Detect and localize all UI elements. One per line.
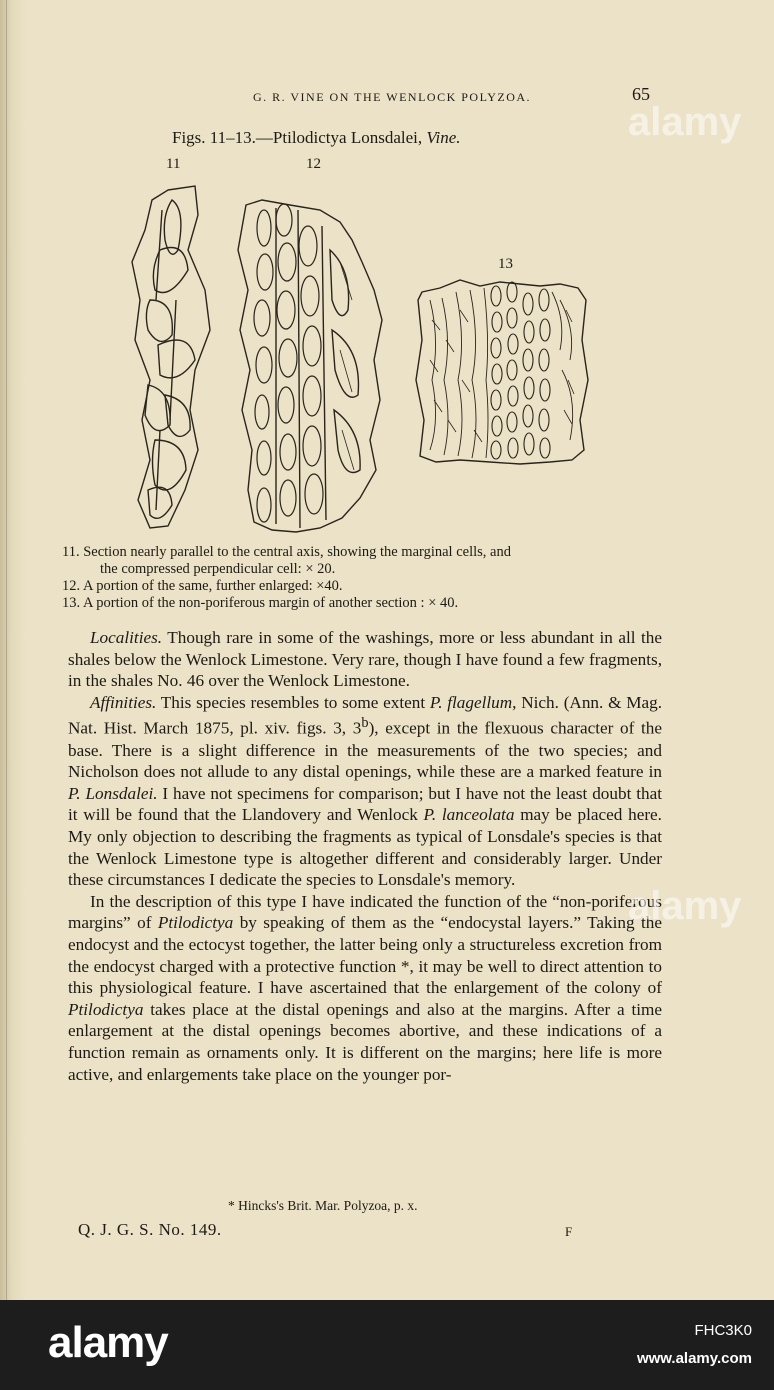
affinities-text-4: I have not specimens for comparison; but I have not the least doubt that it will be found that the Llandovery and Wenlock — [68, 783, 662, 825]
figure-label-13: 13 — [498, 256, 513, 272]
localities-heading: Localities. — [90, 628, 163, 647]
paragraph-localities — [68, 627, 662, 692]
figure-12-drawing — [238, 200, 382, 532]
figure-legend — [62, 544, 672, 612]
species-flagellum: P. flagellum — [429, 692, 513, 712]
genus-ptilodictya-1: Ptilodictya — [157, 913, 234, 933]
affinities-text-2: , Nich. (Ann. & Mag. Nat. Hist. March 1875, pl. xiv. figs. 3, 3 — [68, 692, 662, 739]
body-text — [68, 627, 662, 1085]
description-text-1: In the description of this type I have indicated the function of the “non-poriferous margins” of — [68, 891, 662, 933]
legend-item-11: 11. Section nearly parallel to the central axis, showing the marginal cells, and — [62, 544, 511, 560]
figure-label-11: 11 — [166, 156, 181, 172]
legend-item-13: 13. A portion of the non-poriferous margin of another section : × 40. — [62, 595, 459, 611]
figure-caption-text: Figs. 11–13.—Ptilodictya Lonsdalei, — [172, 128, 427, 147]
footnote: * Hincks's Brit. Mar. Polyzoa, p. x. — [228, 1198, 418, 1213]
alamy-logo: alamy — [48, 1318, 168, 1367]
species-lonsdalei: P. Lonsdalei. — [68, 783, 158, 803]
affinities-text-3: ), except in the flexuous character of the base. There is a slight difference in the measurements of the two species; and Nicholson does not allude to any distal openings, while these are a marked feature in — [68, 719, 663, 782]
fossil-illustrations — [0, 0, 774, 560]
figure-13-drawing — [416, 280, 588, 464]
figure-caption-author: Vine. — [426, 128, 461, 147]
site-url: www.alamy.com — [636, 1350, 752, 1367]
paragraph-description — [68, 891, 662, 1085]
figure-11-drawing — [132, 186, 210, 528]
affinities-text-1: This species resembles to some extent — [156, 692, 430, 712]
running-head: G. R. VINE ON THE WENLOCK POLYZOA. — [252, 90, 532, 104]
page-number: 65 — [632, 84, 650, 104]
legend-item-11-continued: the compressed perpendicular cell: × 20. — [100, 561, 336, 577]
figure-superscript: b — [361, 715, 369, 732]
affinities-heading: Affinities. — [90, 692, 157, 712]
description-text-3: takes place at the distal openings and also at the margins. After a time enlargement at the distal openings becomes abortive, and these indications of a function remain as ornaments only. It is different on the margins; here life is more active, and enlargements take place on the younger por- — [68, 999, 662, 1084]
genus-ptilodictya-2: Ptilodictya — [68, 999, 144, 1019]
description-text-2: by speaking of them as the “endocystal layers.” Taking the endocyst and the ectocyst together, the latter being only a structureless excretion from the endocyst charged with a protective function *, it may be well to direct attention to this physiological feature. I have ascertained that the enlargement of the colony of — [68, 913, 663, 998]
image-id: FHC3K0 — [694, 1322, 752, 1339]
affinities-text-5: may be placed here. My only objection to describing the fragments as typical of Lonsdale's species is that the Wenlock Limestone type is altogether different and considerably larger. Under these circumstances I dedicate the species to Lonsdale's memory. — [68, 805, 662, 890]
figure-label-12: 12 — [306, 156, 321, 172]
legend-item-12: 12. A portion of the same, further enlarged: ×40. — [62, 578, 343, 594]
species-lanceolata: P. lanceolata — [423, 805, 515, 825]
signature-letter: F — [565, 1224, 573, 1239]
paragraph-affinities — [68, 692, 662, 891]
journal-signature: Q. J. G. S. No. 149. — [78, 1220, 222, 1239]
watermark-middle: alamy — [628, 884, 742, 928]
localities-text: Though rare in some of the washings, more or less abundant in all the shales below the Wenlock Limestone. Very rare, though I have found a few fragments, in the shales No. 46 over the Wenlock Limestone. — [68, 628, 662, 691]
watermark-top: alamy — [628, 100, 742, 144]
